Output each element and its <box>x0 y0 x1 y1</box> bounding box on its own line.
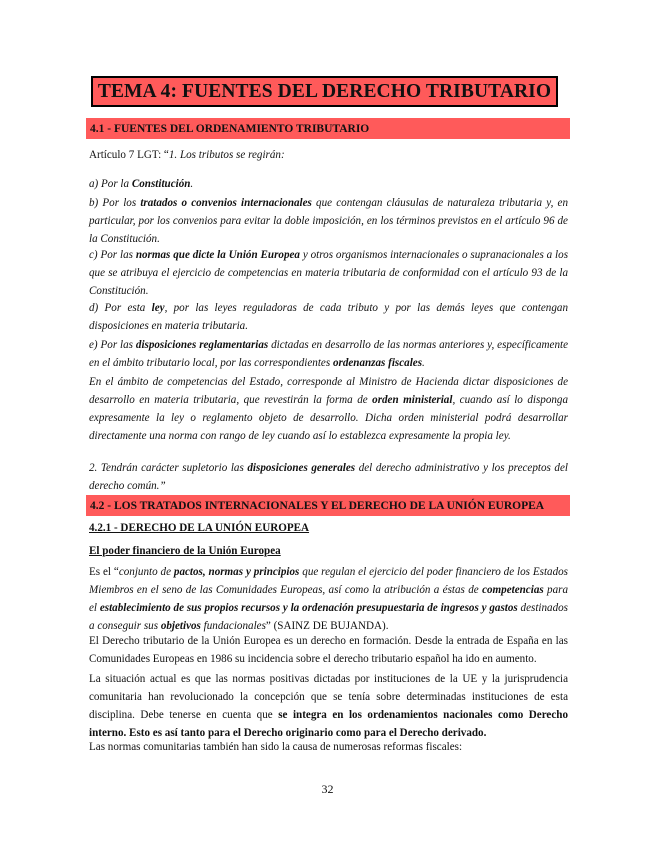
art7-orden-ministerial: En el ámbito de competencias del Estado, corresponde al Ministro de Hacienda dictar disposiciones de desarrollo en materia tributaria, que revestirán la forma de orden ministerial, cuando así lo disponga expresamente la ley o reglamento objeto de desarrollo. Dicha orden ministerial podrá desarrollar directamente una norma con rango de ley cuando así lo establezca expresamente la propia ley. <box>89 376 569 442</box>
section-heading-tratados: 4.2 - LOS TRATADOS INTERNACIONALES Y EL DERECHO DE LA UNIÓN EUROPEA <box>86 495 570 516</box>
subsection-heading-ue: 4.2.1 - DERECHO DE LA UNIÓN EUROPEA <box>89 522 310 534</box>
art7-item-e: e) Por las disposiciones reglamentarias dictadas en desarrollo de las normas anteriores y, específicamente en el ámbito tributario local, por las correspondientes ordenanzas fiscales. <box>89 339 568 369</box>
art7-intro: Artículo 7 LGT: “1. Los tributos se regirán: <box>89 149 285 161</box>
art7-item-c: c) Por las normas que dicte la Unión Europea y otros organismos internacionales o supranacionales a los que se atribuya el ejercicio de competencias en materia tributaria de conformidad con el artículo 93 de la Constitución. <box>89 249 569 297</box>
art7-item-d: d) Por esta ley, por las leyes reguladoras de cada tributo y por las demás leyes que contengan disposiciones en materia tributaria. <box>89 302 568 332</box>
definition-paragraph: Es el “conjunto de pactos, normas y principios que regulan el ejercicio del poder financiero de los Estados Miembros en el seno de las Comunidades Europeas, así como la atribución a éstas de competencias para el establecimiento de sus propios recursos y la ordenación presupuestaria de ingresos y gastos destinados a conseguir sus objetivos fundacionales” (SAINZ DE BUJANDA). <box>89 566 568 632</box>
subheading-poder-financiero: El poder financiero de la Unión Europea <box>89 545 281 557</box>
art7-item-2: 2. Tendrán carácter supletorio las disposiciones generales del derecho administrativo y los preceptos del derecho común.” <box>89 462 568 492</box>
art7-item-b: b) Por los tratados o convenios internacionales que contengan cláusulas de naturaleza tributaria y, en particular, por los convenios para evitar la doble imposición, en los términos previstos en el artículo 96 de la Constitución. <box>89 197 568 245</box>
art7-item-a: a) Por la Constitución. <box>89 178 194 190</box>
page-number: 32 <box>321 782 334 796</box>
paragraph-reformas: Las normas comunitarias también han sido la causa de numerosas reformas fiscales: <box>89 741 463 753</box>
section-heading-fuentes: 4.1 - FUENTES DEL ORDENAMIENTO TRIBUTARIO <box>86 118 570 139</box>
paragraph-derecho-formacion: El Derecho tributario de la Unión Europea es un derecho en formación. Desde la entrada de España en las Comunidades Europeas en 1986 su incidencia sobre el derecho tributario español ha ido en aumento. <box>89 635 568 665</box>
paragraph-situacion-actual: La situación actual es que las normas positivas dictadas por instituciones de la UE y la jurisprudencia comunitaria han revolucionado la concepción que se tenía sobre determinadas instituciones de esta disciplina. Debe tenerse en cuenta que se integra en los ordenamientos nacionales como Derecho interno. Esto es así tanto para el Derecho originario como para el Derecho derivado. <box>89 673 568 739</box>
chapter-title: TEMA 4: FUENTES DEL DERECHO TRIBUTARIO <box>91 76 558 107</box>
